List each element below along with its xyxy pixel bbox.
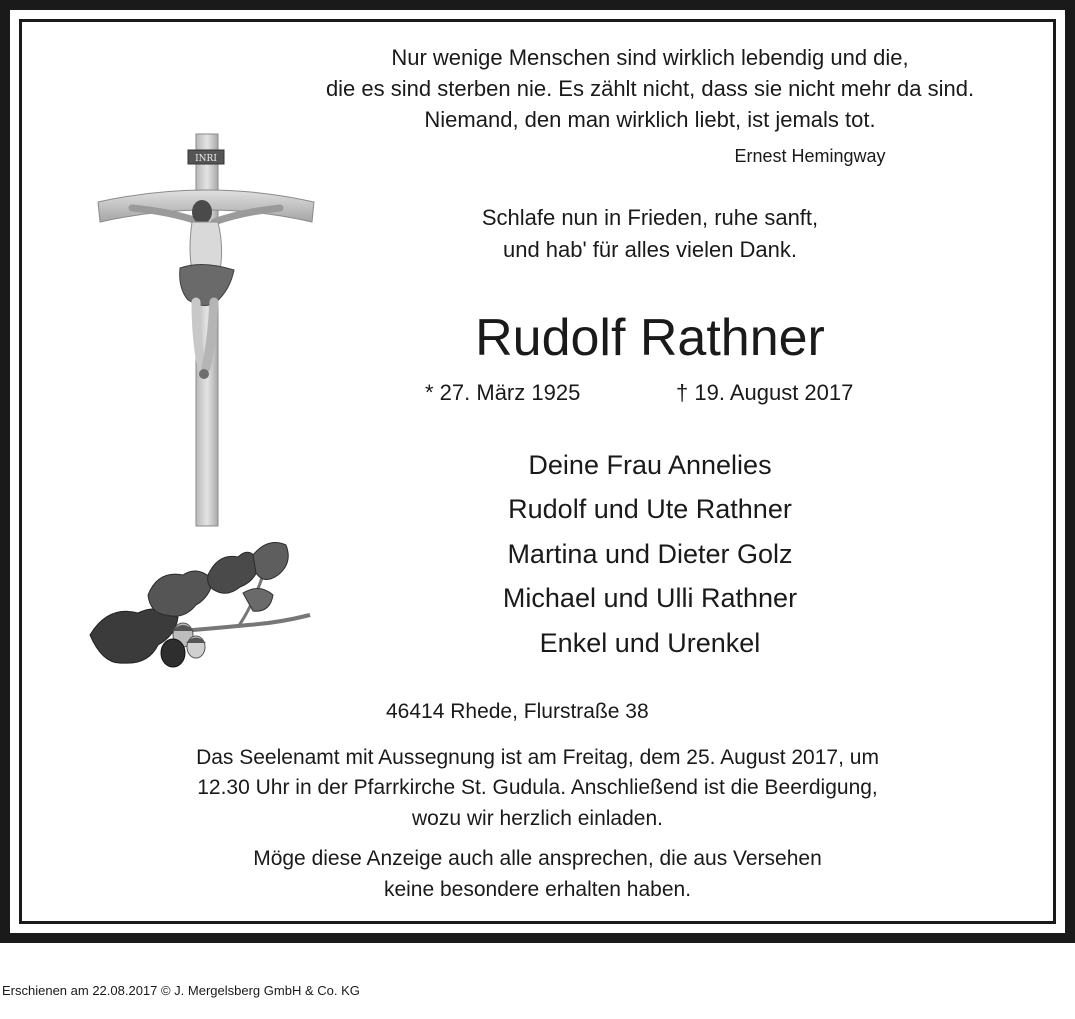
service-line-2: 12.30 Uhr in der Pfarrkirche St. Gudula. Anschließend ist die Beerdigung, [197, 776, 878, 799]
verse-line-2: und hab' für alles vielen Dank. [502, 237, 798, 262]
deceased-name: Rudolf Rathner [475, 309, 825, 367]
oak-leaves-icon [88, 535, 313, 680]
crucifix-icon [92, 130, 318, 530]
publication-footer: Erschienen am 22.08.2017 © J. Mergelsberg GmbH & Co. KG [2, 983, 360, 998]
quote-line-2: die es sind sterben nie. Es zählt nicht, dass sie nicht mehr da sind. [325, 76, 975, 101]
note-line-2: keine besondere erhalten haben. [383, 878, 692, 901]
mourner-line-5: Enkel und Urenkel [539, 628, 761, 658]
note-line-1: Möge diese Anzeige auch alle ansprechen, die aus Versehen [253, 847, 822, 870]
inri-plaque-text: INRI [195, 154, 217, 164]
address: 46414 Rhede, Flurstraße 38 [386, 700, 649, 723]
quote-line-1: Nur wenige Menschen sind wirklich lebendig und die, [391, 45, 909, 70]
mourner-line-3: Martina und Dieter Golz [507, 539, 793, 569]
death-date: † 19. August 2017 [676, 380, 854, 405]
quote-line-3: Niemand, den man wirklich liebt, ist jemals tot. [424, 107, 876, 132]
service-line-3: wozu wir herzlich einladen. [412, 807, 663, 830]
mourner-line-4: Michael und Ulli Rathner [502, 583, 798, 613]
verse-line-1: Schlafe nun in Frieden, ruhe sanft, [481, 205, 819, 230]
service-line-1: Das Seelenamt mit Aussegnung ist am Freitag, dem 25. August 2017, um [196, 746, 879, 769]
birth-date: * 27. März 1925 [425, 380, 581, 405]
mourner-line-1: Deine Frau Annelies [528, 450, 772, 480]
quote-author: Ernest Hemingway [734, 146, 886, 166]
mourner-line-2: Rudolf und Ute Rathner [508, 494, 792, 524]
